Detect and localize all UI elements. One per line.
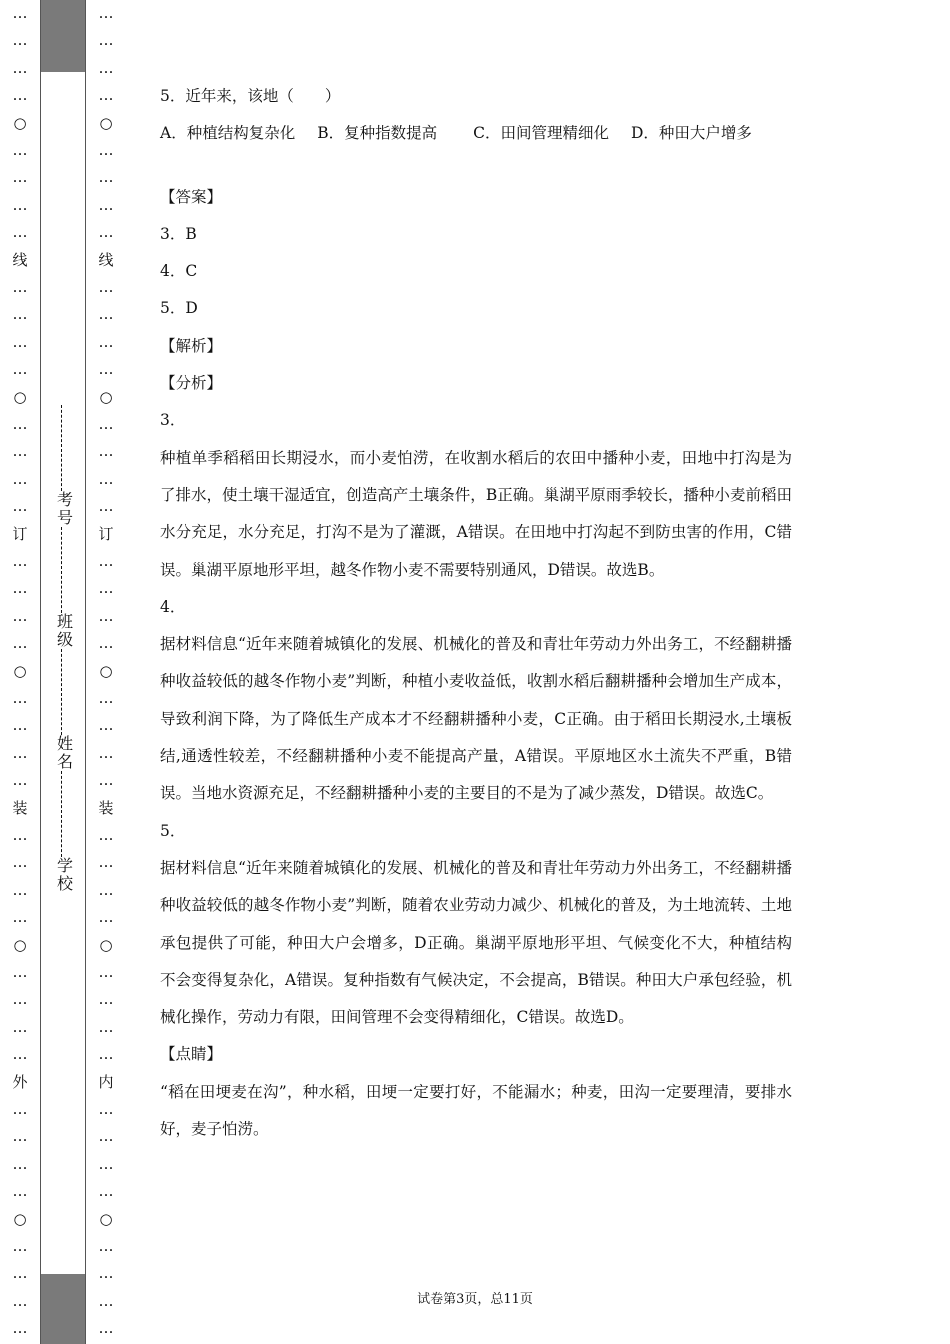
left-margin-mark: …	[12, 963, 28, 981]
right-margin-mark: …	[98, 497, 114, 516]
school-blank	[61, 771, 70, 857]
field-class: 班级	[56, 612, 73, 649]
left-margin-mark: …	[12, 552, 28, 570]
right-margin-mark: …	[98, 195, 114, 214]
right-margin-mark: …	[98, 415, 114, 433]
field-name: 姓名	[56, 734, 73, 771]
left-margin-mark: …	[12, 168, 28, 187]
right-margin-mark: …	[98, 579, 114, 598]
right-margin-mark: …	[98, 305, 114, 324]
right-margin-mark: 订	[98, 524, 114, 543]
tip-text: “稻在田埂麦在沟”，种水稻，田埂一定要打好，不能漏水；种麦，田沟一定要理清，要排水好，麦子怕涝。	[160, 1082, 792, 1139]
left-margin-mark: 装	[12, 798, 28, 817]
right-margin-mark: …	[98, 1264, 114, 1283]
right-margin-mark: …	[98, 1100, 114, 1118]
right-margin-mark: …	[98, 853, 114, 872]
left-margin-mark: …	[12, 278, 28, 296]
right-margin-mark: …	[98, 332, 114, 351]
answer-heading: 【答案】	[160, 187, 223, 206]
left-margin-mark: …	[12, 1045, 28, 1064]
left-margin-mark: …	[12, 1182, 28, 1201]
left-margin-mark: …	[12, 880, 28, 899]
right-margin-mark: …	[98, 360, 114, 379]
right-margin-mark: …	[98, 278, 114, 296]
left-margin-mark: …	[12, 58, 28, 77]
left-margin-mark: …	[12, 990, 28, 1009]
left-margin-mark: …	[12, 223, 28, 242]
page-content	[160, 78, 792, 1148]
right-margin-mark: …	[98, 689, 114, 707]
left-margin-mark: ○	[13, 1209, 27, 1228]
right-margin-mark: …	[98, 1291, 114, 1310]
option-d: D．种田大户增多	[630, 124, 752, 143]
left-margin-mark: 外	[12, 1072, 28, 1091]
class-blank	[61, 527, 70, 613]
left-margin-mark: 线	[12, 250, 28, 269]
right-margin-mark: …	[98, 223, 114, 242]
option-a: A．种植结构复杂化	[160, 124, 296, 143]
left-margin-mark: …	[12, 1017, 28, 1036]
right-margin-mark: …	[98, 908, 114, 927]
right-margin-mark: …	[98, 469, 114, 488]
q4-number: 4．	[160, 597, 186, 616]
left-margin-mark: …	[12, 415, 28, 433]
right-margin-mark: ○	[99, 113, 113, 132]
right-margin-mark: …	[98, 86, 114, 105]
answer-item: 3．B	[160, 224, 197, 243]
exam-number-blank	[61, 405, 70, 491]
right-margin-mark: 内	[98, 1072, 114, 1091]
left-margin-mark: …	[12, 1319, 28, 1338]
left-margin-mark: …	[12, 853, 28, 872]
right-margin-mark: ○	[99, 1209, 113, 1228]
answer-item: 5．D	[160, 299, 198, 318]
right-margin-mark: …	[98, 716, 114, 735]
binding-gutter	[40, 0, 86, 1344]
option-b: B．复种指数提高	[317, 124, 438, 143]
left-margin-mark: …	[12, 1264, 28, 1283]
left-margin-mark: ○	[13, 661, 27, 680]
left-margin-mark: …	[12, 305, 28, 324]
right-margin-mark: …	[98, 1154, 114, 1173]
right-margin-mark: ○	[99, 661, 113, 680]
left-margin-mark: …	[12, 908, 28, 927]
right-margin-mark: …	[98, 1017, 114, 1036]
right-margin-mark: …	[98, 743, 114, 762]
analysis-heading: 【解析】	[160, 336, 223, 355]
right-margin-mark: …	[98, 1127, 114, 1146]
left-margin-mark: …	[12, 4, 28, 22]
right-margin-mark: …	[98, 1237, 114, 1255]
q4-explanation: 据材料信息“近年来随着城镇化的发展、机械化的普及和青壮年劳动力外出务工，不经翻耕播种收益较低的越冬作物小麦”判断，种植小麦收益低，收割水稻后翻耕播种会增加生产成本，导致利润下降，为了降低生产成本才不经翻耕播种小麦，C正确。由于稻田长期浸水,土壤板结,通透性较差，不经翻耕播种小麦不能提高产量，A错误。平原地区水土流失不严重，B错误。当地水资源充足，不经翻耕播种小麦的主要目的不是为了减少蒸发，D错误。故选C。	[160, 635, 792, 803]
right-margin-mark: …	[98, 31, 114, 50]
right-margin-mark: …	[98, 141, 114, 159]
right-margin-mark: …	[98, 1182, 114, 1201]
left-margin-mark: …	[12, 332, 28, 351]
left-margin-mark: …	[12, 716, 28, 735]
right-margin-mark: …	[98, 606, 114, 625]
right-margin-mark: …	[98, 4, 114, 22]
student-info-fields	[54, 405, 76, 893]
left-margin-mark: …	[12, 86, 28, 105]
right-margin-mark: ○	[99, 935, 113, 954]
left-margin-mark: …	[12, 1100, 28, 1118]
right-margin-mark: …	[98, 168, 114, 187]
left-margin-mark: …	[12, 1127, 28, 1146]
left-margin-mark: ○	[13, 387, 27, 406]
q5-number: 5．	[160, 821, 186, 840]
left-margin-mark: …	[12, 497, 28, 516]
left-margin-mark: …	[12, 743, 28, 762]
answer-options	[160, 115, 792, 152]
right-margin-mark: …	[98, 963, 114, 981]
right-margin-mark: …	[98, 826, 114, 844]
gutter-shade-bottom	[41, 1274, 85, 1344]
left-margin-mark: …	[12, 469, 28, 488]
right-margin-mark: …	[98, 1319, 114, 1338]
right-margin-mark: …	[98, 880, 114, 899]
q3-number: 3．	[160, 411, 186, 430]
left-margin-mark: …	[12, 634, 28, 653]
right-margin-mark: ○	[99, 387, 113, 406]
right-margin-mark: …	[98, 634, 114, 653]
left-margin-mark: …	[12, 1237, 28, 1255]
spacer	[160, 153, 792, 179]
field-exam-number: 考号	[56, 490, 73, 527]
tip-heading: 【点睛】	[160, 1045, 223, 1064]
right-margin-mark: …	[98, 58, 114, 77]
left-margin-mark: …	[12, 689, 28, 707]
right-margin-mark: 装	[98, 798, 114, 817]
left-margin-mark: …	[12, 442, 28, 461]
left-margin-mark: …	[12, 606, 28, 625]
field-school: 学校	[56, 856, 73, 893]
left-margin-mark: …	[12, 195, 28, 214]
left-margin-mark: …	[12, 360, 28, 379]
left-margin-mark: …	[12, 579, 28, 598]
left-margin-mark: ○	[13, 935, 27, 954]
left-margin-mark: 订	[12, 524, 28, 543]
gutter-shade-top	[41, 0, 85, 72]
page-footer: 试卷第3页，总11页	[417, 1292, 533, 1307]
left-margin-mark: …	[12, 1154, 28, 1173]
left-binding-marks	[0, 0, 40, 1344]
option-c: C．田间管理精细化	[473, 124, 609, 143]
left-margin-mark: …	[12, 1291, 28, 1310]
left-margin-mark: …	[12, 771, 28, 790]
right-margin-mark: 线	[98, 250, 114, 269]
question-stem: 5．近年来，该地（ ）	[160, 87, 341, 105]
q3-explanation: 种植单季稻稻田长期浸水，而小麦怕涝，在收割水稻后的农田中播种小麦，田地中打沟是为了排水，使土壤干湿适宜，创造高产土壤条件，B正确。巢湖平原雨季较长，播种小麦前稻田水分充足，水分充足，打沟不是为了灌溉，A错误。在田地中打沟起不到防虫害的作用，C错误。巢湖平原地形平坦，越冬作物小麦不需要特别通风，D错误。故选B。	[160, 448, 792, 579]
right-margin-mark: …	[98, 552, 114, 570]
q5-explanation: 据材料信息“近年来随着城镇化的发展、机械化的普及和青壮年劳动力外出务工，不经翻耕播种收益较低的越冬作物小麦”判断，随着农业劳动力减少、机械化的普及，为土地流转、土地承包提供了可能，种田大户会增多，D正确。巢湖平原地形平坦、气候变化不大，种植结构不会变得复杂化，A错误。复种指数有气候决定，不会提高，B错误。种田大户承包经验，机械化操作，劳动力有限，田间管理不会变得精细化，C错误。故选D。	[160, 858, 792, 1027]
right-margin-mark: …	[98, 990, 114, 1009]
right-margin-mark: …	[98, 1045, 114, 1064]
analysis-subheading: 【分析】	[160, 374, 223, 393]
left-margin-mark: …	[12, 141, 28, 159]
answer-item: 4．C	[160, 262, 198, 281]
right-margin-mark: …	[98, 771, 114, 790]
right-binding-marks	[86, 0, 126, 1344]
right-margin-mark: …	[98, 442, 114, 461]
left-margin-mark: …	[12, 31, 28, 50]
left-margin-mark: ○	[13, 113, 27, 132]
left-margin-mark: …	[12, 826, 28, 844]
name-blank	[61, 649, 70, 735]
